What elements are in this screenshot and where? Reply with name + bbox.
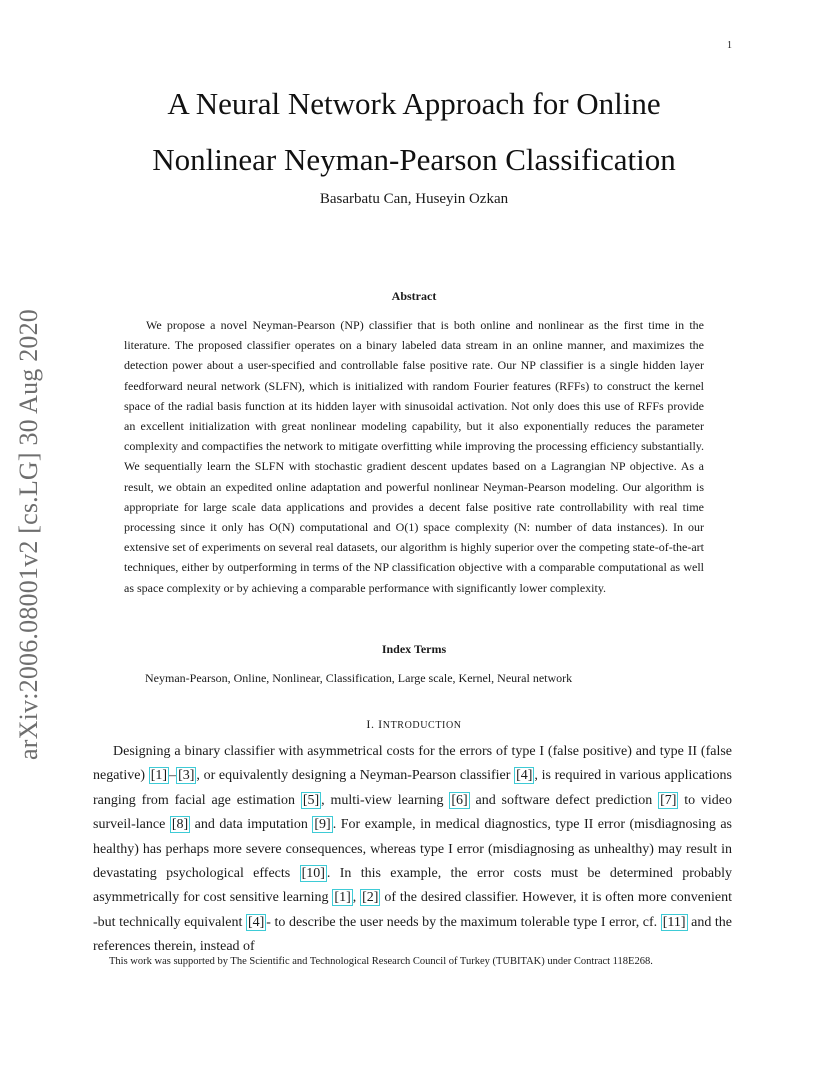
section-number: I. I bbox=[366, 717, 383, 731]
title-line-2: Nonlinear Neyman-Pearson Classification bbox=[152, 142, 676, 177]
citation-link[interactable]: [3] bbox=[178, 768, 195, 784]
text-span: , or equivalently designing a Neyman-Pearson classifier bbox=[196, 768, 515, 784]
text-span: , bbox=[352, 890, 361, 906]
authors: Basarbatu Can, Huseyin Ozkan bbox=[319, 191, 509, 207]
text-span: to video surveil-lance bbox=[93, 792, 732, 833]
section-heading-introduction bbox=[0, 717, 828, 732]
text-span: – bbox=[169, 768, 177, 784]
footnote: This work was supported by The Scientific and Technological Research Council of Turkey (TUBITAK) under Contract 118E268. bbox=[109, 956, 653, 967]
citation-link[interactable]: [4] bbox=[516, 768, 533, 784]
index-terms-heading: Index Terms bbox=[381, 642, 447, 656]
citation-link[interactable]: [1] bbox=[334, 890, 351, 906]
text-span: of the desired classifier. However, it is often more convenient -but technically equivalent bbox=[93, 890, 732, 930]
citation-link[interactable]: [10] bbox=[301, 866, 325, 882]
text-span: Designing a binary classifier with asymmetrical costs for the errors of type I (false positive) and type II (false negative) bbox=[93, 744, 732, 784]
text-span: , multi-view learning bbox=[321, 792, 450, 808]
introduction-body bbox=[93, 740, 732, 960]
arxiv-stamp: arXiv:2006.08001v2 [cs.LG] 30 Aug 2020 bbox=[14, 309, 43, 760]
citation-link[interactable]: [1] bbox=[150, 768, 168, 784]
citation-link[interactable]: [7] bbox=[660, 792, 677, 808]
title-line-1: A Neural Network Approach for Online bbox=[167, 86, 661, 121]
text-span: - to describe the user needs by the maximum tolerable type I error, cf. bbox=[266, 914, 661, 930]
text-span: and software defect prediction bbox=[469, 792, 659, 808]
section-title: NTRODUCTION bbox=[382, 720, 462, 731]
text-span: . For example, in medical diagnostics, type II error (misdiagnosing as healthy) has perhaps more severe consequences, whereas type I error (misdiagnosing as unhealthy) may result in devastating psychological effects bbox=[93, 817, 733, 882]
paper-title bbox=[0, 76, 828, 188]
citation-link[interactable]: [4] bbox=[247, 914, 265, 930]
citation-link[interactable]: [2] bbox=[362, 890, 379, 906]
abstract-body: We propose a novel Neyman-Pearson (NP) classifier that is both online and nonlinear as the first time in the literature. The proposed classifier operates on a binary labeled data stream in an online manner, and maximizes the detection power about a user-specified and controllable false positive rate. Our NP classifier is a single hidden layer feedforward neural network (SLFN), which is initialized with random Fourier features (RFFs) to construct the kernel space of the radial basis function at its hidden layer with sinusoidal activation. Not only does this use of RFFs provide an excellent initialization with great nonlinear modeling capability, but it also exponentially reduces the parameter complexity and compactifies the network to mitigate overfitting while improving the processing efficiency substantially. We sequentially learn the SLFN with stochastic gradient descent updates based on a Lagrangian NP objective. As a result, we obtain an expedited online adaptation and powerful nonlinear Neyman-Pearson modeling. Our algorithm is appropriate for large scale data applications and provides a decent false positive rate controllability with real time processing since it only has O(N) computational and O(1) space complexity (N: number of data instances). In our extensive set of experiments on several real datasets, our algorithm is highly superior over the competing state-of-the-art techniques, either by outperforming in terms of the NP classification objective with a comparable computational as well as space complexity or by achieving a comparable performance with significantly lower complexity. bbox=[124, 318, 704, 595]
citation-link[interactable]: [6] bbox=[451, 792, 468, 808]
text-span: . In this example, the error costs must be determined probably asymmetrically for cost sensitive learning bbox=[93, 866, 732, 906]
citation-link[interactable]: [8] bbox=[171, 817, 189, 833]
index-terms-list: Neyman-Pearson, Online, Nonlinear, Classification, Large scale, Kernel, Neural network bbox=[145, 671, 573, 685]
text-span: , is required in various applications ranging from facial age estimation bbox=[93, 768, 733, 808]
abstract-heading: Abstract bbox=[391, 289, 437, 303]
text-span: and data imputation bbox=[190, 817, 313, 833]
citation-link[interactable]: [5] bbox=[302, 792, 320, 808]
page-number: 1 bbox=[727, 40, 732, 51]
citation-link[interactable]: [11] bbox=[662, 914, 686, 930]
text-span: and the references therein, instead of bbox=[93, 914, 732, 955]
citation-link[interactable]: [9] bbox=[314, 817, 331, 833]
